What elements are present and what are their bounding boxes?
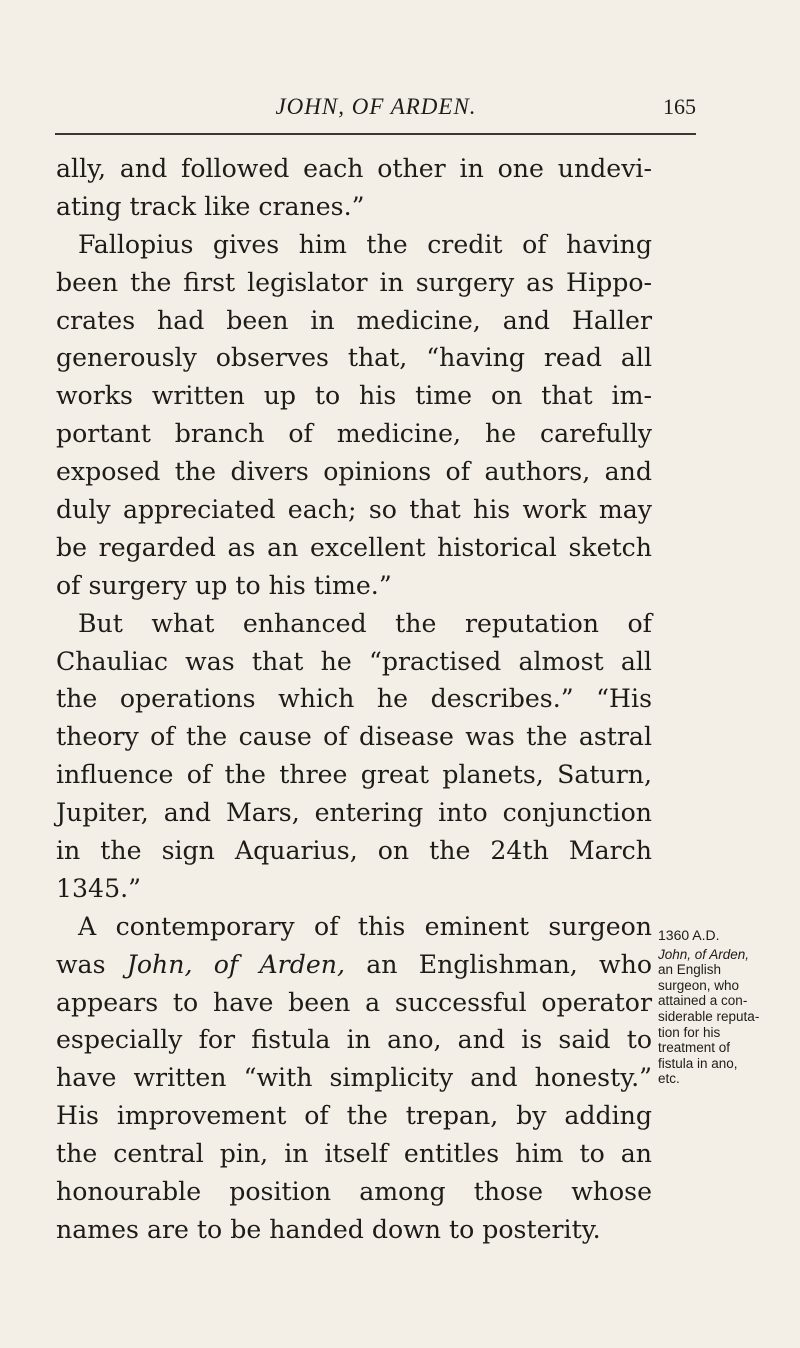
- text-line: His improvement of the trepan, by adding: [56, 1101, 652, 1131]
- text-line: 1345.”: [56, 873, 141, 903]
- running-head: JOHN, OF ARDEN.: [275, 94, 477, 119]
- text-line: been the first legislator in surgery as Hippo-: [56, 267, 652, 297]
- marginal-note-line: surgeon, who: [658, 977, 740, 993]
- marginal-note-line: tion for his: [658, 1024, 721, 1040]
- marginal-note-lines: [658, 962, 792, 1087]
- marginal-note-line: attained a con-: [658, 993, 748, 1009]
- marginal-note-line: fistula in ano,: [658, 1055, 738, 1071]
- marginal-note-line: treatment of: [658, 1040, 731, 1056]
- text-line: the operations which he describes.” “His: [56, 684, 652, 714]
- marginal-date: 1360 A.D.: [658, 927, 720, 943]
- text-span: was: [56, 949, 127, 979]
- marginal-note-line: etc.: [658, 1071, 680, 1087]
- page-header: [56, 94, 696, 134]
- page-number: 165: [663, 94, 696, 119]
- text-line: [56, 946, 652, 984]
- text-line: portant branch of medicine, he carefully: [56, 419, 652, 449]
- marginal-note: [658, 928, 792, 1087]
- text-line: honourable position among those whose: [56, 1177, 652, 1207]
- text-line: Fallopius gives him the credit of having: [78, 229, 652, 259]
- text-line: A contemporary of this eminent surgeon: [78, 911, 652, 941]
- text-line: in the sign Aquarius, on the 24th March: [56, 836, 652, 866]
- text-line: But what enhanced the reputation of: [78, 608, 652, 638]
- text-line: duly appreciated each; so that his work may: [56, 495, 652, 525]
- text-line: theory of the cause of disease was the astral: [56, 722, 652, 752]
- text-line: exposed the divers opinions of authors, and: [56, 457, 652, 487]
- text-line: Chauliac was that he “practised almost all: [56, 646, 652, 676]
- text-line: especially for fistula in ano, and is said to: [56, 1025, 652, 1055]
- marginal-note-line: siderable reputa-: [658, 1008, 760, 1024]
- header-rule: [55, 133, 696, 135]
- text-line: ating track like cranes.”: [56, 191, 365, 221]
- text-line: works written up to his time on that im-: [56, 381, 652, 411]
- text-line: crates had been in medicine, and Haller: [56, 305, 652, 335]
- text-span: an Englishman, who: [344, 949, 653, 979]
- text-line: ally, and followed each other in one undevi-: [56, 154, 652, 183]
- text-line: of surgery up to his time.”: [56, 570, 392, 600]
- text-line: names are to be handed down to posterity.: [56, 1214, 601, 1244]
- marginal-note-title: John, of Arden,: [658, 946, 750, 962]
- text-line: influence of the three great planets, Saturn,: [56, 760, 652, 790]
- text-line: be regarded as an excellent historical sketch: [56, 532, 652, 562]
- text-line: appears to have been a successful operator: [56, 987, 652, 1017]
- body-text: [56, 150, 652, 1249]
- text-line: have written “with simplicity and honesty.”: [56, 1063, 652, 1093]
- text-line: generously observes that, “having read all: [56, 343, 652, 373]
- name-italic: John, of Arden,: [126, 949, 345, 979]
- text-line: the central pin, in itself entitles him to an: [56, 1139, 652, 1169]
- marginal-note-line: an English: [658, 962, 722, 978]
- text-line: Jupiter, and Mars, entering into conjunction: [56, 798, 652, 828]
